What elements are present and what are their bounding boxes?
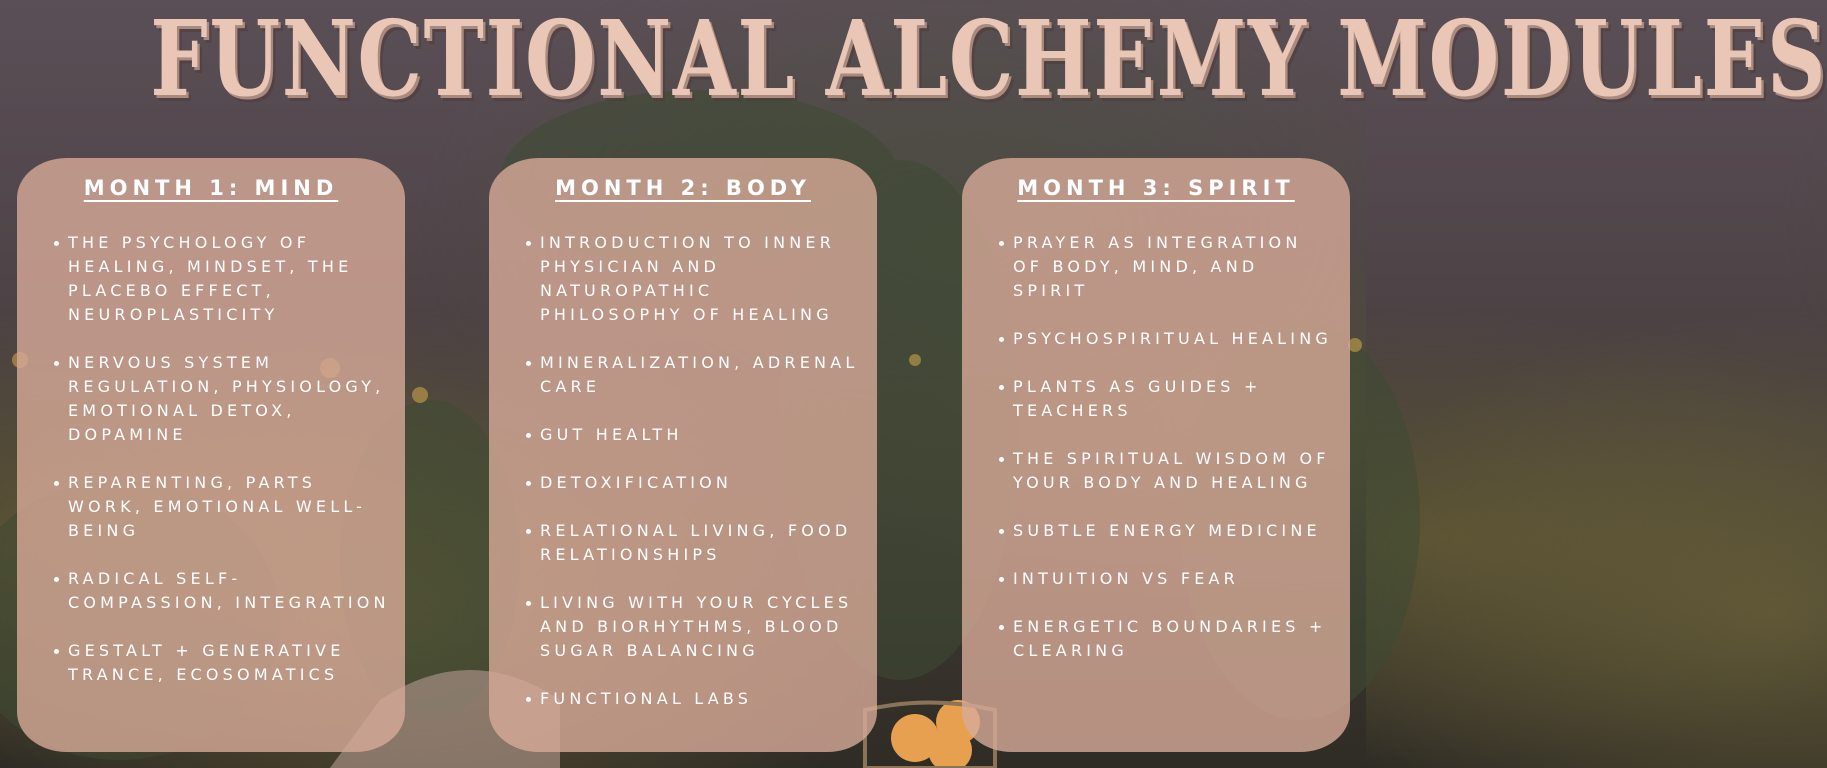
list-item: FUNCTIONAL LABS: [540, 687, 863, 711]
list-item: GUT HEALTH: [540, 423, 863, 447]
month-3-heading: MONTH 3: SPIRIT: [1017, 176, 1295, 200]
page-title: FUNCTIONAL ALCHEMY MODULES: [150, 0, 1827, 120]
list-item: THE PSYCHOLOGY OF HEALING, MINDSET, THE PLACEBO EFFECT, NEUROPLASTICITY: [68, 231, 391, 327]
list-item: REPARENTING, PARTS WORK, EMOTIONAL WELL-BEING: [68, 471, 391, 543]
list-item: GESTALT + GENERATIVE TRANCE, ECOSOMATICS: [68, 639, 391, 687]
list-item: PLANTS AS GUIDES + TEACHERS: [1013, 375, 1336, 423]
list-item: LIVING WITH YOUR CYCLES AND BIORHYTHMS, BLOOD SUGAR BALANCING: [540, 591, 863, 663]
list-item: RELATIONAL LIVING, FOOD RELATIONSHIPS: [540, 519, 863, 567]
month-1-topic-list: [17, 231, 405, 687]
list-item: SUBTLE ENERGY MEDICINE: [1013, 519, 1336, 543]
list-item: INTRODUCTION TO INNER PHYSICIAN AND NATUROPATHIC PHILOSOPHY OF HEALING: [540, 231, 863, 327]
month-2-heading: MONTH 2: BODY: [555, 176, 811, 200]
list-item: MINERALIZATION, ADRENAL CARE: [540, 351, 863, 399]
month-3-panel: [962, 158, 1350, 752]
list-item: NERVOUS SYSTEM REGULATION, PHYSIOLOGY, EMOTIONAL DETOX, DOPAMINE: [68, 351, 391, 447]
list-item: INTUITION VS FEAR: [1013, 567, 1336, 591]
month-2-panel: [489, 158, 877, 752]
month-1-panel: [17, 158, 405, 752]
list-item: PSYCHOSPIRITUAL HEALING: [1013, 327, 1336, 351]
list-item: THE SPIRITUAL WISDOM OF YOUR BODY AND HEALING: [1013, 447, 1336, 495]
month-2-topic-list: [489, 231, 877, 711]
list-item: DETOXIFICATION: [540, 471, 863, 495]
month-3-topic-list: [962, 231, 1350, 663]
month-1-heading: MONTH 1: MIND: [83, 176, 339, 200]
list-item: RADICAL SELF-COMPASSION, INTEGRATION: [68, 567, 391, 615]
list-item: PRAYER AS INTEGRATION OF BODY, MIND, AND SPIRIT: [1013, 231, 1336, 303]
list-item: ENERGETIC BOUNDARIES + CLEARING: [1013, 615, 1336, 663]
